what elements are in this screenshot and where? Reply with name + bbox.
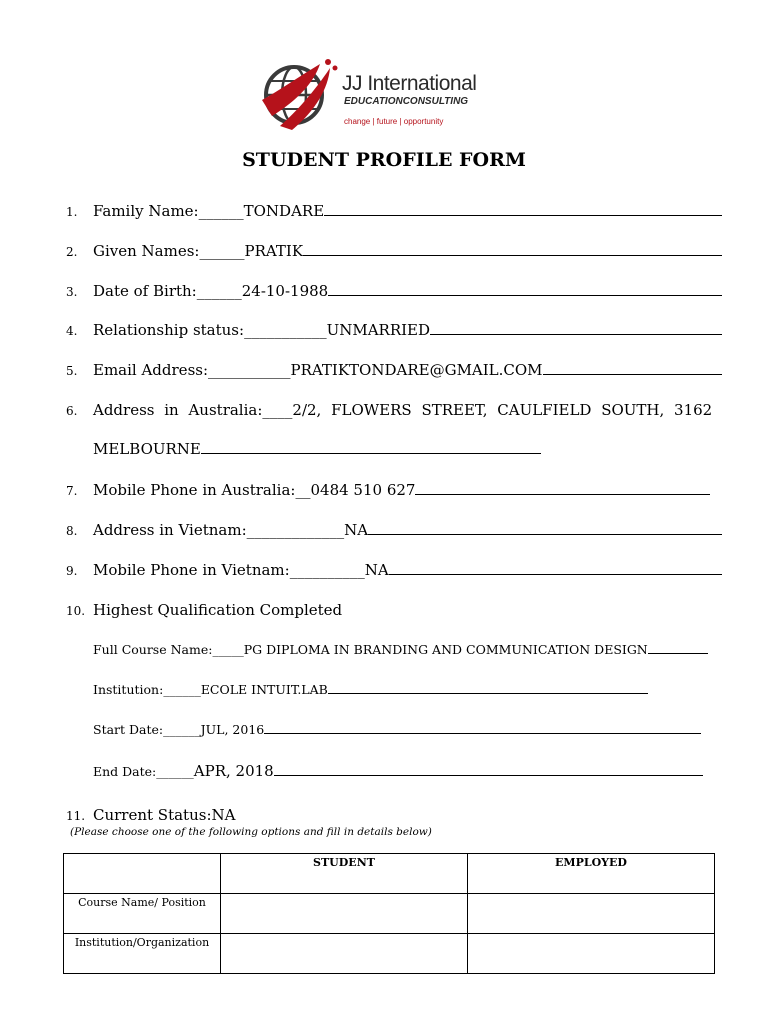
end-date-field	[70, 762, 703, 780]
field-underline	[415, 492, 710, 495]
field-label: Mobile Phone in Australia:	[93, 481, 296, 499]
address-australia-value[interactable]: 2/2, FLOWERS STREET, CAULFIELD SOUTH, 3162	[292, 401, 713, 419]
section-heading: Highest Qualification Completed	[93, 601, 343, 619]
field-number: 10.	[66, 604, 86, 618]
field-label: Address in Vietnam:	[93, 521, 247, 539]
field-underline	[328, 691, 648, 694]
field-underline	[648, 651, 708, 654]
table-header-blank	[64, 854, 221, 894]
current-status-value[interactable]: NA	[211, 806, 236, 824]
address-vietnam-value[interactable]: NA	[344, 521, 369, 539]
row-label-course-name: Course Name/ Position	[64, 894, 221, 934]
table-row	[64, 894, 715, 934]
field-label: Given Names:	[93, 242, 200, 260]
status-table	[63, 853, 715, 974]
field-prefix-line: ______	[196, 282, 242, 300]
field-number: 5.	[66, 364, 78, 378]
given-names-value[interactable]: PRATIK	[244, 242, 304, 260]
field-prefix-line: ______	[156, 764, 194, 779]
student-course-cell[interactable]	[221, 894, 468, 934]
field-number: 11.	[66, 809, 86, 823]
field-number: 7.	[66, 484, 78, 498]
field-label: Institution:	[93, 682, 164, 697]
full-course-name-value[interactable]: PG DIPLOMA IN BRANDING AND COMMUNICATION DESIGN	[243, 642, 648, 657]
email-address-value[interactable]: PRATIKTONDARE@GMAIL.COM	[290, 361, 543, 379]
field-label: Relationship status:	[93, 321, 245, 339]
date-of-birth-value[interactable]: 24-10-1988	[241, 282, 329, 300]
student-institution-cell[interactable]	[221, 934, 468, 974]
field-prefix-line: __________	[289, 561, 365, 579]
qualification-heading	[66, 601, 722, 619]
brand-tagline: change | future | opportunity	[344, 117, 444, 126]
relationship-status-value[interactable]: UNMARRIED	[326, 321, 431, 339]
field-prefix-line: ___________	[208, 361, 291, 379]
field-underline	[274, 773, 703, 776]
employed-organization-cell[interactable]	[468, 934, 715, 974]
relationship-status-field	[66, 321, 722, 339]
full-course-name-field	[70, 642, 708, 657]
form-title: STUDENT PROFILE FORM	[242, 149, 526, 171]
field-label: Start Date:	[93, 722, 164, 737]
date-of-birth-field	[66, 282, 722, 300]
field-prefix-line: ______	[163, 682, 201, 697]
field-prefix-line: _____________	[246, 521, 345, 539]
address-australia-line2	[93, 440, 541, 458]
field-underline	[201, 451, 541, 454]
field-label: Email Address:	[93, 361, 209, 379]
field-label: Mobile Phone in Vietnam:	[93, 561, 290, 579]
mobile-phone-australia-field	[66, 481, 710, 499]
field-label: End Date:	[93, 764, 157, 779]
field-underline	[328, 293, 722, 296]
employed-position-cell[interactable]	[468, 894, 715, 934]
globe-swoosh-icon	[258, 56, 342, 134]
field-prefix-line: ___________	[244, 321, 327, 339]
company-logo	[258, 56, 518, 134]
field-number: 9.	[66, 564, 78, 578]
brand-subtitle: EDUCATIONCONSULTING	[344, 96, 469, 107]
row-label-institution: Institution/Organization	[64, 934, 221, 974]
brand-name: JJ International	[342, 72, 477, 95]
field-underline	[324, 213, 722, 216]
start-date-field	[70, 722, 701, 737]
mobile-phone-vietnam-field	[66, 561, 722, 579]
field-number: 3.	[66, 285, 78, 299]
table-header-student: STUDENT	[221, 854, 468, 894]
field-number: 8.	[66, 524, 78, 538]
mobile-phone-vietnam-value[interactable]: NA	[364, 561, 389, 579]
field-prefix-line: _____	[212, 642, 244, 657]
field-number: 4.	[66, 324, 78, 338]
start-date-value[interactable]: JUL, 2016	[200, 722, 265, 737]
family-name-value[interactable]: TONDARE	[243, 202, 325, 220]
field-label: Family Name:	[93, 202, 199, 220]
address-vietnam-field	[66, 521, 722, 539]
field-label: Full Course Name:	[93, 642, 213, 657]
field-underline	[430, 332, 722, 335]
field-prefix-line: ______	[198, 202, 244, 220]
institution-value[interactable]: ECOLE INTUIT.LAB	[200, 682, 328, 697]
field-number: 6.	[66, 404, 78, 418]
field-label: Date of Birth:	[93, 282, 197, 300]
field-underline	[368, 532, 722, 535]
current-status-note: (Please choose one of the following options and fill in details below)	[70, 826, 432, 838]
end-date-value[interactable]: APR, 2018	[193, 762, 274, 780]
table-header-employed: EMPLOYED	[468, 854, 715, 894]
table-header-row	[64, 854, 715, 894]
field-prefix-line: ______	[199, 242, 245, 260]
mobile-phone-australia-value[interactable]: 0484 510 627	[310, 481, 416, 499]
field-prefix-line: __	[295, 481, 311, 499]
field-underline	[264, 731, 701, 734]
field-underline	[543, 372, 722, 375]
address-australia-value-line2[interactable]: MELBOURNE	[93, 440, 201, 458]
field-label: Address in Australia:	[93, 401, 263, 419]
institution-field	[70, 682, 648, 697]
email-address-field	[66, 361, 722, 379]
field-label: Current Status:	[93, 806, 212, 824]
field-number: 2.	[66, 245, 78, 259]
field-prefix-line: ____	[262, 401, 293, 419]
current-status-field	[66, 806, 722, 824]
given-names-field	[66, 242, 722, 260]
address-australia-field	[66, 401, 722, 419]
field-prefix-line: ______	[163, 722, 201, 737]
family-name-field	[66, 202, 722, 220]
table-row	[64, 934, 715, 974]
field-underline	[303, 253, 722, 256]
field-number: 1.	[66, 205, 78, 219]
field-underline	[389, 572, 722, 575]
